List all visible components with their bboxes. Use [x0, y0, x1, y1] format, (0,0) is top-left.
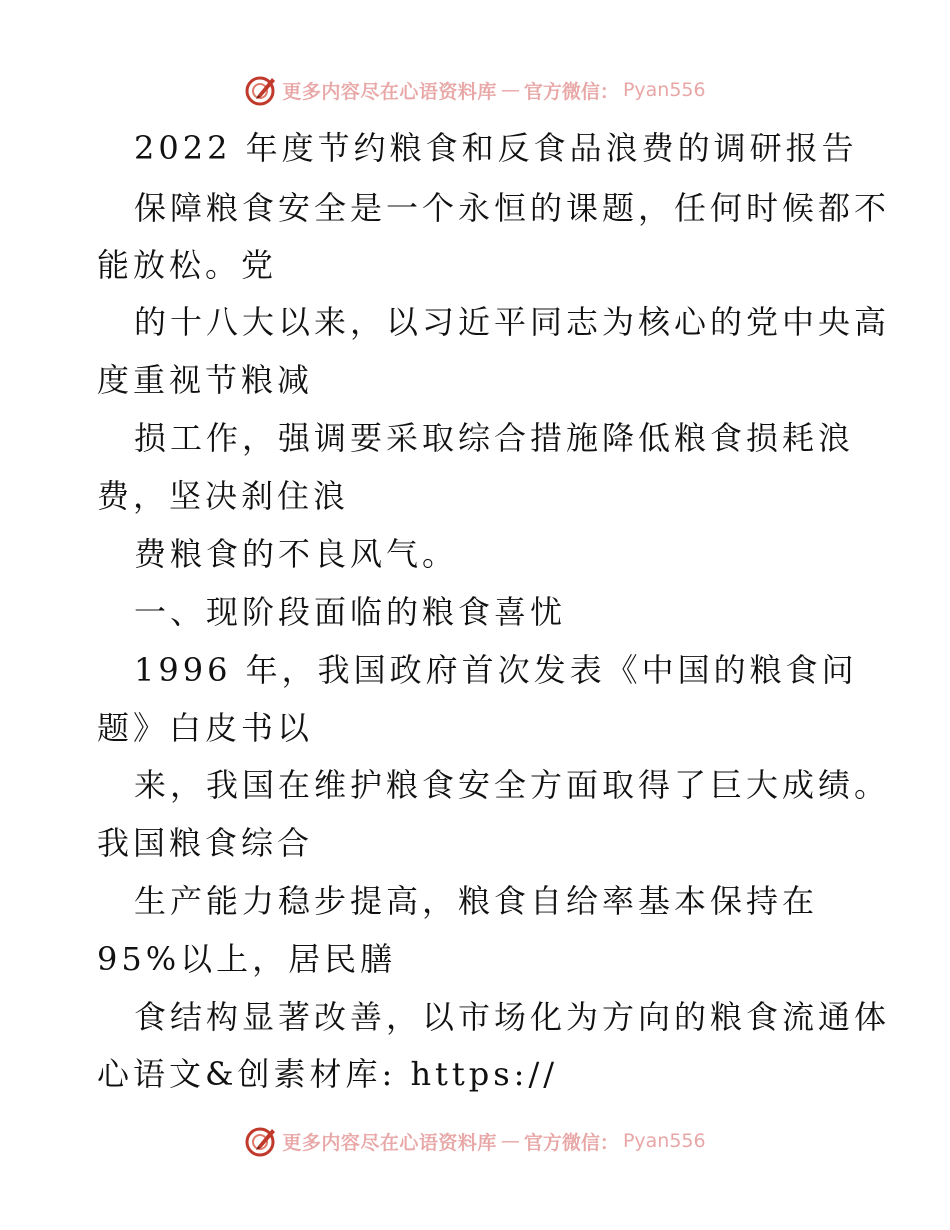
footer-banner [0, 1121, 950, 1161]
text-line: 能放松。党 [97, 246, 278, 284]
text-line: 保障粮食安全是一个永恒的课题，任何时候都不 [134, 189, 891, 227]
text-line: 来，我国在维护粮食安全方面取得了巨大成绩。 [134, 766, 891, 804]
text-line: 的十八大以来，以习近平同志为核心的党中央高 [134, 303, 891, 341]
section-heading: 一、现阶段面临的粮食喜忧 [134, 593, 567, 631]
text-line: 题》白皮书以 [97, 709, 314, 747]
text-line: 95%以上，居民膳 [97, 940, 397, 978]
wechat-label: 官方微信： [523, 80, 619, 103]
text-line: 费，坚决刹住浪 [97, 477, 350, 515]
promo-text: 更多内容尽在心语资料库 [282, 80, 497, 103]
wechat-id: Pyan556 [622, 79, 706, 101]
source-line: 心语文&创素材库: https:// [97, 1055, 559, 1093]
wechat-label: 官方微信： [523, 1131, 619, 1154]
header-banner [0, 70, 950, 110]
wechat-id: Pyan556 [622, 1130, 706, 1152]
text-line: 度重视节粮减 [97, 361, 314, 399]
banner-dash: — [500, 1130, 520, 1152]
text-line: 食结构显著改善，以市场化为方向的粮食流通体 [134, 998, 891, 1036]
text-line: 生产能力稳步提高，粮食自给率基本保持在 [134, 882, 819, 920]
text-line: 费粮食的不良风气。 [134, 535, 459, 573]
text-line: 1996 年，我国政府首次发表《中国的粮食问 [134, 651, 858, 689]
brand-logo-icon [244, 73, 278, 107]
document-title: 2022 年度节约粮食和反食品浪费的调研报告 [134, 129, 858, 167]
banner-dash: — [500, 79, 520, 101]
text-line: 我国粮食综合 [97, 824, 314, 862]
promo-text: 更多内容尽在心语资料库 [282, 1131, 497, 1154]
text-line: 损工作，强调要采取综合措施降低粮食损耗浪 [134, 419, 855, 457]
brand-logo-icon [244, 1124, 278, 1158]
